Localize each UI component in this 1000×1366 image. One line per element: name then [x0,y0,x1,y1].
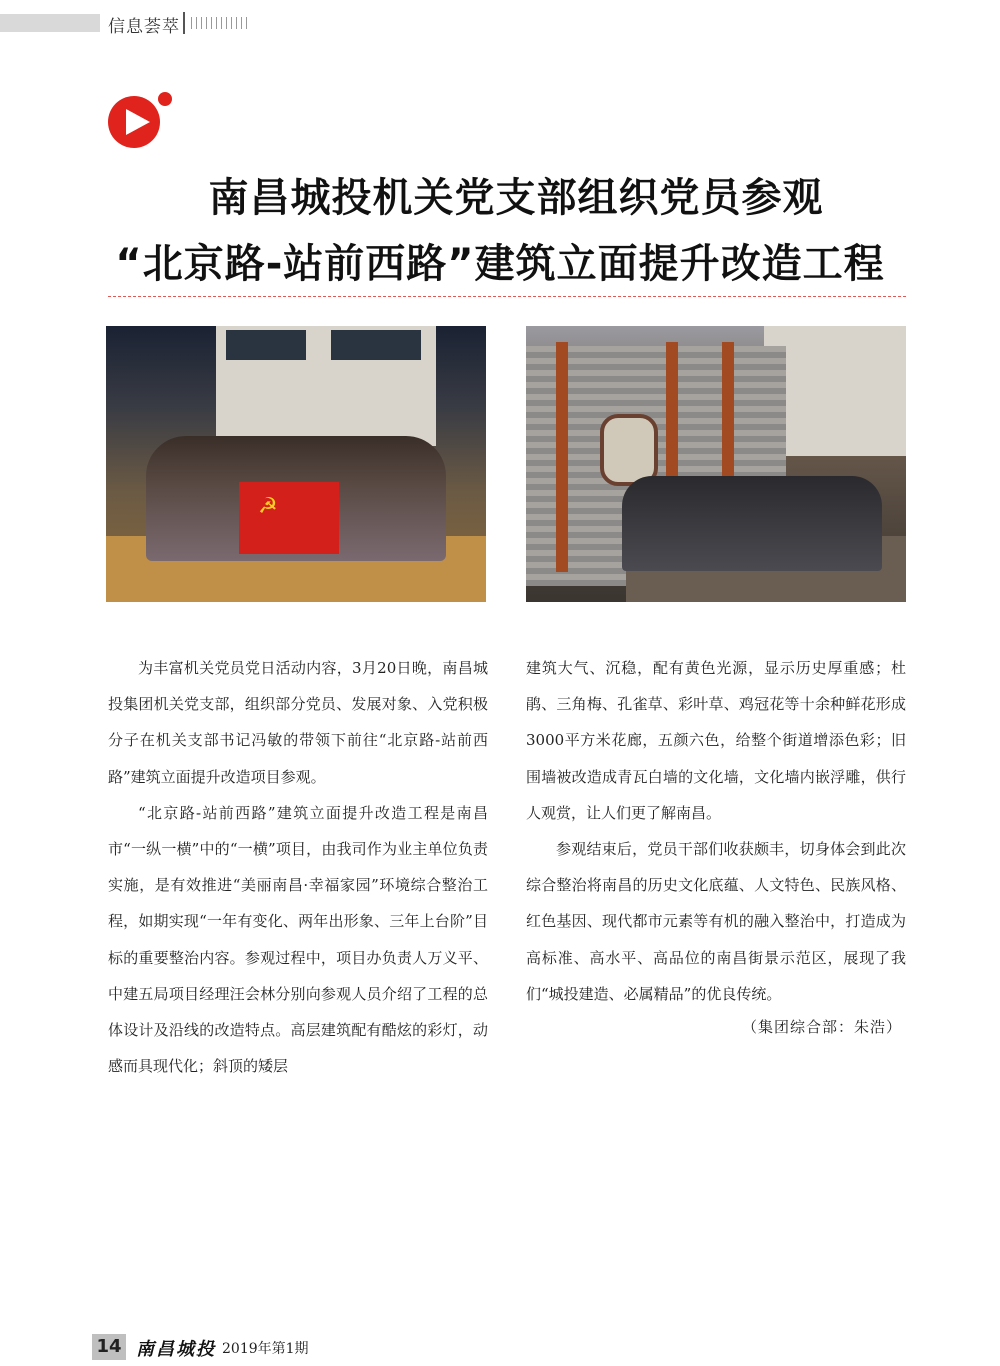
street-visit-photo [526,326,906,602]
title-divider [108,296,906,297]
hammer-sickle-icon: ☭ [258,494,278,519]
paragraph: 参观结束后，党员干部们收获颇丰，切身体会到此次综合整治将南昌的历史文化底蕴、人文特色、民族风格、红色基因、现代都市元素等有机的融入整治中，打造成为高标准、高水平、高品位的南昌街景示范区，展现了我们“城投建造、必属精品”的优良传统。 [526,840,906,1003]
article-title-line-1: 南昌城投机关党支部组织党员参观 [208,175,824,221]
group-photo-with-party-flag [106,326,486,602]
play-triangle-icon [126,109,150,135]
paragraph-continued: 建筑大气、沉稳，配有黄色光源，显示历史厚重感；杜鹃、三角梅、孔雀草、彩叶草、鸡冠花等十余种鲜花形成3000平方米花廊，五颜六色，给整个街道增添色彩；旧围墙被改造成青瓦白墙的文化墙，文化墙内嵌浮雕，供行人观赏，让人们更了解南昌。 [526,659,906,822]
section-title: 信息荟萃 [108,17,180,37]
article-title-line-2: “北京路-站前西路”建筑立面提升改造工程 [115,241,885,287]
issue-label: 2019年第1期 [222,1341,309,1357]
author-byline: （集团综合部：朱浩） [741,1018,902,1036]
party-flag [239,482,339,554]
article-column-left [108,650,488,1084]
logo-dot-icon [158,92,172,106]
page-number: 14 [92,1334,126,1360]
paragraph: 为丰富机关党员党日活动内容，3月20日晚，南昌城投集团机关党支部，组织部分党员、发展对象、入党积极分子在机关支部书记冯敏的带领下前往“北京路-站前西路”建筑立面提升改造项目参观。 [108,659,488,786]
header-divider [183,12,185,34]
article-column-right [526,650,906,1012]
magazine-name: 南昌城投 [136,1339,216,1360]
header-bar [0,14,100,32]
paragraph: “北京路-站前西路”建筑立面提升改造工程是南昌市“一纵一横”中的“一横”项目，由我司作为业主单位负责实施，是有效推进“美丽南昌·幸福家园”环境综合整治工程，如期实现“一年有变化、两年出形象、三年上台阶”目标的重要整治内容。参观过程中，项目办负责人万义平、中建五局项目经理汪会林分别向参观人员介绍了工程的总体设计及沿线的改造特点。高层建筑配有酷炫的彩灯，动感而具现代化；斜顶的矮层 [108,803,488,1076]
header-decoration [191,17,251,29]
